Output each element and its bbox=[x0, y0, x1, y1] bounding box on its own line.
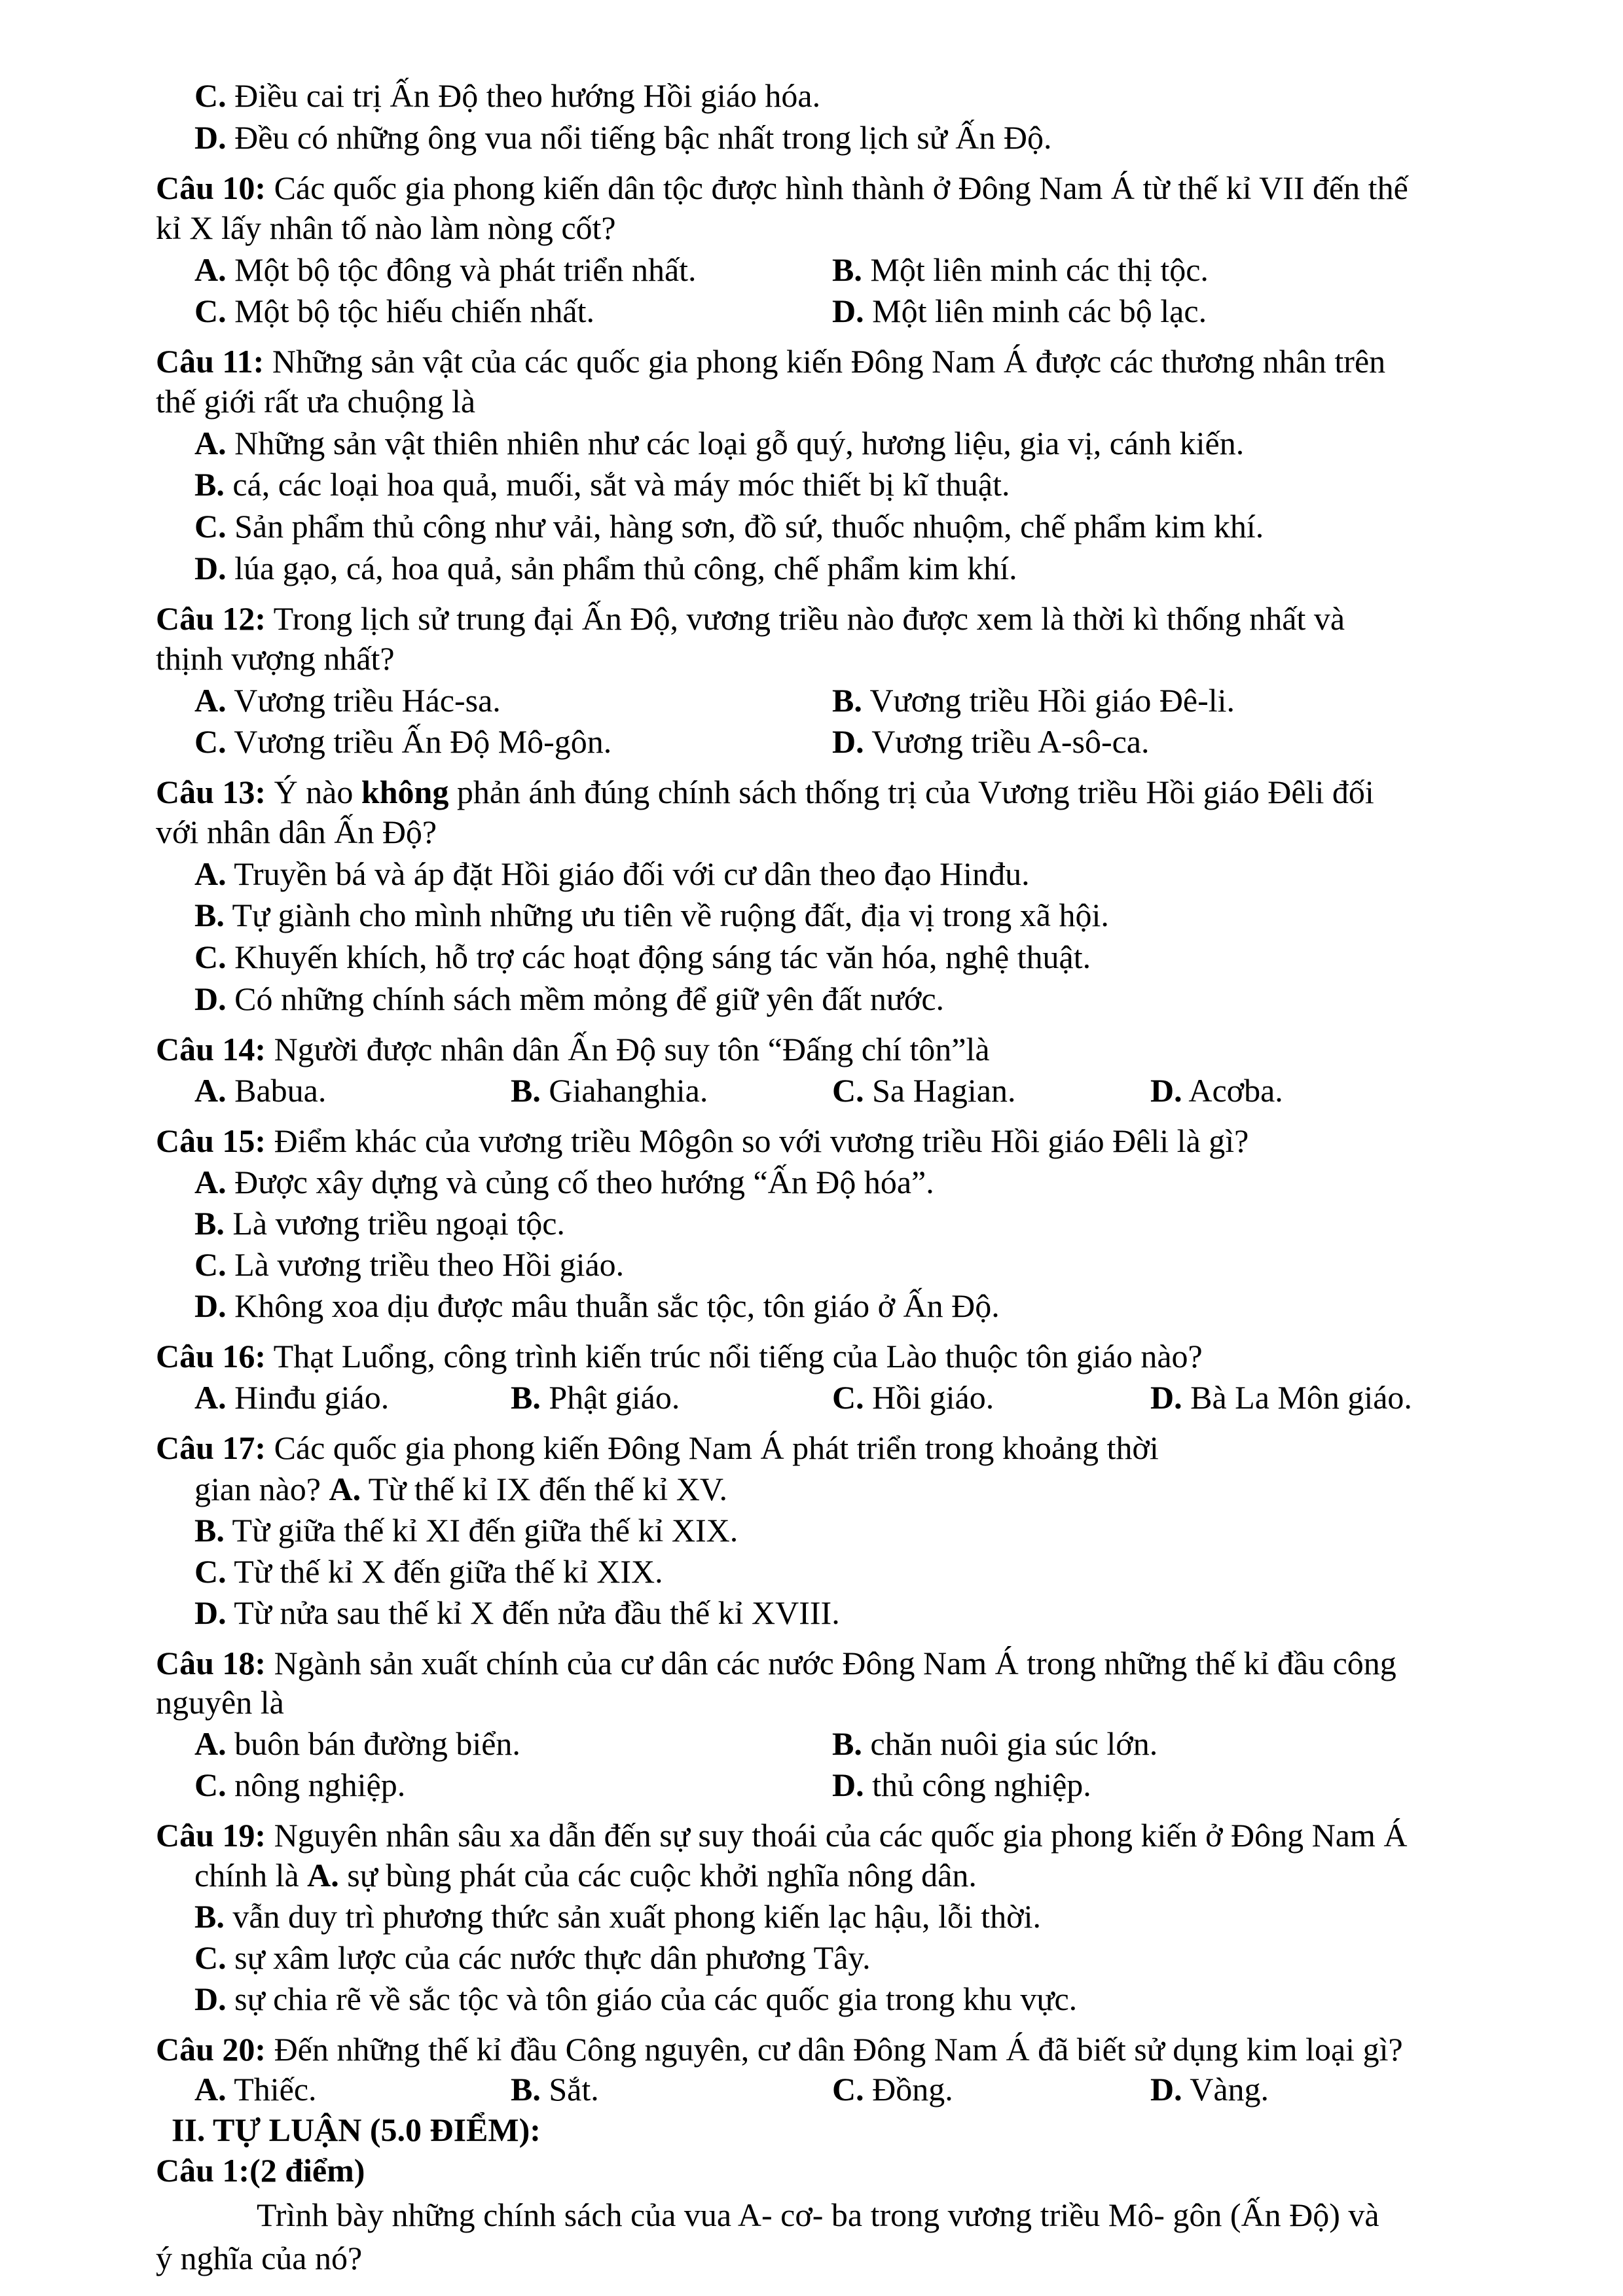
option-b: B. Là vương triều ngoại tộc. bbox=[194, 1205, 565, 1242]
option-text: Điều cai trị Ấn Độ theo hướng Hồi giáo hóa. bbox=[226, 77, 821, 114]
option-c: C. Hồi giáo. bbox=[832, 1379, 994, 1416]
option-d: D. Bà La Môn giáo. bbox=[1150, 1379, 1412, 1416]
question-19 bbox=[156, 1814, 1407, 1856]
option-a: A. Một bộ tộc đông và phát triển nhất. bbox=[194, 251, 697, 288]
question-text: Điểm khác của vương triều Môgôn so với vương triều Hồi giáo Đêli là gì? bbox=[266, 1122, 1249, 1159]
question-text-cont: kỉ X lấy nhân tố nào làm nòng cốt? bbox=[156, 209, 616, 246]
question-text: Ngành sản xuất chính của cư dân các nước Đông Nam Á trong những thế kỉ đầu công bbox=[266, 1645, 1396, 1681]
question-20 bbox=[156, 2028, 1403, 2070]
question-text-cont: gian nào? A. Từ thế kỉ IX đến thế kỉ XV. bbox=[194, 1471, 727, 1507]
question-14 bbox=[156, 1028, 990, 1070]
option-d: D. lúa gạo, cá, hoa quả, sản phẩm thủ công, chế phẩm kim khí. bbox=[194, 550, 1017, 586]
option-d: D. thủ công nghiệp. bbox=[832, 1767, 1091, 1803]
question-10 bbox=[156, 167, 1408, 209]
essay-question-label: Câu 1:(2 điểm) bbox=[156, 2152, 365, 2189]
option-d: D. Từ nửa sau thế kỉ X đến nửa đầu thế kỉ XVIII. bbox=[194, 1594, 840, 1631]
question-text: Trong lịch sử trung đại Ấn Độ, vương triều nào được xem là thời kì thống nhất và bbox=[266, 600, 1345, 637]
option-b: B. Sắt. bbox=[511, 2071, 599, 2108]
question-text-cont: nguyên là bbox=[156, 1684, 284, 1721]
question-label: Câu 16: bbox=[156, 1338, 266, 1374]
option-a: A. buôn bán đường biển. bbox=[194, 1725, 520, 1762]
option-b: B. chăn nuôi gia súc lớn. bbox=[832, 1725, 1158, 1762]
question-11 bbox=[156, 340, 1385, 382]
option-c: C. Sản phẩm thủ công như vải, hàng sơn, đồ sứ, thuốc nhuộm, chế phẩm kim khí. bbox=[194, 508, 1264, 545]
question-label: Câu 18: bbox=[156, 1645, 266, 1681]
question-text: Các quốc gia phong kiến Đông Nam Á phát triển trong khoảng thời bbox=[266, 1429, 1159, 1466]
question-18 bbox=[156, 1642, 1396, 1684]
essay-question-text: Trình bày những chính sách của vua A- cơ- ba trong vương triều Mô- gôn (Ấn Độ) và bbox=[257, 2197, 1379, 2233]
option-a: A. Babua. bbox=[194, 1072, 327, 1109]
emphasis-not: không bbox=[361, 774, 449, 810]
option-d: D. Một liên minh các bộ lạc. bbox=[832, 293, 1207, 329]
question-text-cont: thế giới rất ưa chuộng là bbox=[156, 383, 476, 420]
option-a: A. Thiếc. bbox=[194, 2071, 317, 2108]
option-letter: D. bbox=[194, 119, 227, 156]
option-b: B. Từ giữa thế kỉ XI đến giữa thế kỉ XIX. bbox=[194, 1512, 739, 1549]
question-text-cont: chính là A. sự bùng phát của các cuộc khởi nghĩa nông dân. bbox=[194, 1857, 977, 1893]
option-d: D. Không xoa dịu được mâu thuẫn sắc tộc, tôn giáo ở Ấn Độ. bbox=[194, 1287, 1000, 1324]
option-letter: C. bbox=[194, 77, 227, 114]
question-label: Câu 15: bbox=[156, 1122, 266, 1159]
question-label: Câu 19: bbox=[156, 1817, 266, 1854]
option-a: A. Vương triều Hác-sa. bbox=[194, 682, 501, 719]
option-a: A. Truyền bá và áp đặt Hồi giáo đối với cư dân theo đạo Hinđu. bbox=[194, 855, 1030, 892]
question-13: Câu 13: Ý nào không phản ánh đúng chính sách thống trị của Vương triều Hồi giáo Đêli đối bbox=[156, 774, 1374, 810]
question-text: Nguyên nhân sâu xa dẫn đến sự suy thoái của các quốc gia phong kiến ở Đông Nam Á bbox=[266, 1817, 1408, 1854]
option-b: B. Phật giáo. bbox=[511, 1379, 680, 1416]
option-a: A. Được xây dựng và củng cố theo hướng “Ấn Độ hóa”. bbox=[194, 1164, 934, 1200]
question-16 bbox=[156, 1335, 1203, 1377]
option-b: B. cá, các loại hoa quả, muối, sắt và máy móc thiết bị kĩ thuật. bbox=[194, 466, 1010, 503]
option-a: A. Những sản vật thiên nhiên như các loại gỗ quý, hương liệu, gia vị, cánh kiến. bbox=[194, 425, 1245, 461]
question-label: Câu 14: bbox=[156, 1031, 266, 1067]
option-d: D. Vương triều A-sô-ca. bbox=[832, 723, 1150, 760]
option-d: D. sự chia rẽ về sắc tộc và tôn giáo của các quốc gia trong khu vực. bbox=[194, 1981, 1078, 2017]
question-label: Câu 13: bbox=[156, 774, 266, 810]
question-text: Đến những thế kỉ đầu Công nguyên, cư dân Đông Nam Á đã biết sử dụng kim loại gì? bbox=[266, 2031, 1403, 2068]
question-text-cont: thịnh vượng nhất? bbox=[156, 640, 395, 677]
question-text-cont: với nhân dân Ấn Độ? bbox=[156, 814, 437, 850]
question-label: Câu 11: bbox=[156, 343, 264, 380]
option-c: C. Vương triều Ấn Độ Mô-gôn. bbox=[194, 723, 612, 760]
option-d: D. Vàng. bbox=[1150, 2071, 1269, 2108]
option-b: B. Tự giành cho mình những ưu tiên về ruộng đất, địa vị trong xã hội. bbox=[194, 897, 1109, 933]
option-a: A. Hinđu giáo. bbox=[194, 1379, 390, 1416]
option-c: C. Là vương triều theo Hồi giáo. bbox=[194, 1246, 625, 1283]
option-text: Đều có những ông vua nổi tiếng bậc nhất trong lịch sử Ấn Độ. bbox=[226, 119, 1052, 156]
option-line bbox=[194, 75, 820, 117]
option-b: B. Vương triều Hồi giáo Đê-li. bbox=[832, 682, 1235, 719]
question-text: Thạt Luổng, công trình kiến trúc nổi tiếng của Lào thuộc tôn giáo nào? bbox=[266, 1338, 1203, 1374]
option-b: B. Giahanghia. bbox=[511, 1072, 708, 1109]
question-12 bbox=[156, 598, 1345, 639]
question-label: Câu 17: bbox=[156, 1429, 266, 1466]
option-c: C. sự xâm lược của các nước thực dân phương Tây. bbox=[194, 1939, 871, 1976]
option-c: C. Một bộ tộc hiếu chiến nhất. bbox=[194, 293, 594, 329]
option-c: C. Đồng. bbox=[832, 2071, 953, 2108]
option-b: B. Một liên minh các thị tộc. bbox=[832, 251, 1209, 288]
option-d: D. Có những chính sách mềm mỏng để giữ yên đất nước. bbox=[194, 980, 945, 1017]
question-label: Câu 20: bbox=[156, 2031, 266, 2068]
option-c: C. Khuyến khích, hỗ trợ các hoạt động sáng tác văn hóa, nghệ thuật. bbox=[194, 939, 1091, 975]
section-title: II. TỰ LUẬN (5.0 ĐIỂM): bbox=[172, 2111, 541, 2148]
essay-question-text-cont: ý nghĩa của nó? bbox=[156, 2240, 363, 2276]
question-label: Câu 12: bbox=[156, 600, 266, 637]
option-line bbox=[194, 117, 1052, 158]
question-text: Các quốc gia phong kiến dân tộc được hình thành ở Đông Nam Á từ thế kỉ VII đến thế bbox=[266, 170, 1408, 206]
option-c: C. Sa Hagian. bbox=[832, 1072, 1016, 1109]
option-b: B. vẫn duy trì phương thức sản xuất phong kiến lạc hậu, lỗi thời. bbox=[194, 1898, 1042, 1935]
question-text: Người được nhân dân Ấn Độ suy tôn “Đấng chí tôn”là bbox=[266, 1031, 990, 1067]
question-text: Những sản vật của các quốc gia phong kiến Đông Nam Á được các thương nhân trên bbox=[264, 343, 1386, 380]
option-c: C. nông nghiệp. bbox=[194, 1767, 406, 1803]
option-c: C. Từ thế kỉ X đến giữa thế kỉ XIX. bbox=[194, 1553, 663, 1590]
question-17 bbox=[156, 1427, 1159, 1469]
question-15 bbox=[156, 1120, 1249, 1162]
option-d: D. Acơba. bbox=[1150, 1072, 1283, 1109]
question-label: Câu 10: bbox=[156, 170, 266, 206]
